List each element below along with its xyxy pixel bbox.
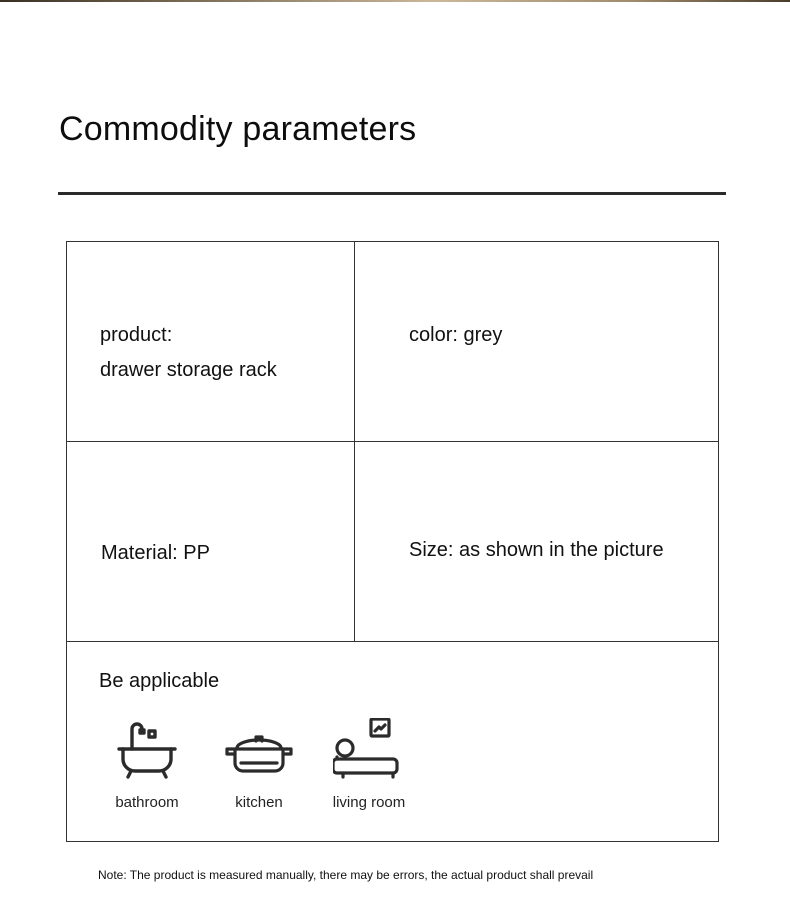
title-divider: [58, 192, 726, 195]
bathtub-icon: [115, 718, 179, 782]
cooking-pot-icon: [223, 718, 295, 782]
scene-label-living-room: living room: [332, 794, 406, 811]
table-row-divider: [67, 441, 718, 442]
product-label: product:: [100, 324, 173, 346]
scene-label-bathroom: bathroom: [115, 794, 179, 811]
parameters-table: [66, 241, 719, 842]
top-decorative-strip: [0, 0, 790, 2]
scene-living-room: [314, 718, 424, 818]
applicable-title: Be applicable: [99, 670, 220, 692]
scene-bathroom: [92, 718, 202, 818]
sofa-icon: [333, 718, 405, 782]
measurement-note: Note: The product is measured manually, there may be errors, the actual product shall prevail: [98, 868, 594, 882]
table-row-divider: [67, 641, 718, 642]
page-title: Commodity parameters: [59, 110, 417, 148]
material-parameter: Material: PP: [101, 542, 210, 564]
product-value: drawer storage rack: [100, 359, 277, 381]
color-parameter: color: grey: [409, 324, 503, 346]
size-parameter: Size: as shown in the picture: [409, 539, 664, 561]
scene-label-kitchen: kitchen: [235, 794, 283, 811]
scene-kitchen: [204, 718, 314, 818]
